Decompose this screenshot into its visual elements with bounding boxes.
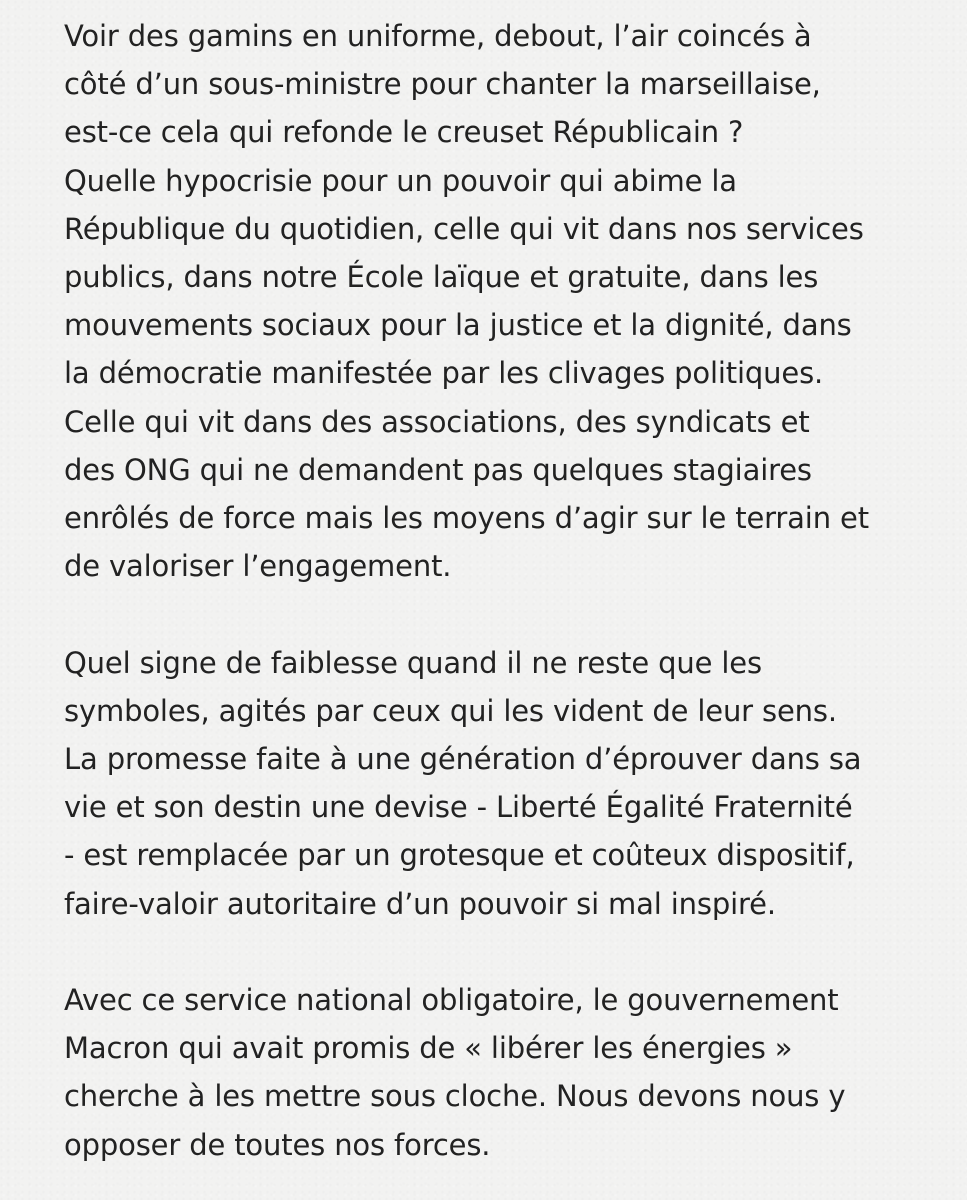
text-line: de valoriser l’engagement. [64, 549, 452, 584]
text-line: la démocratie manifestée par les clivages politiques. [64, 356, 824, 391]
text-line: opposer de toutes nos forces. [64, 1127, 491, 1162]
text-line: Macron qui avait promis de « libérer les énergies » [64, 1031, 793, 1066]
text-line: enrôlés de force mais les moyens d’agir sur le terrain et [64, 501, 869, 536]
text-line: faire-valoir autoritaire d’un pouvoir si mal inspiré. [64, 886, 776, 921]
paragraph-3 [64, 976, 927, 1169]
text-line: cherche à les mettre sous cloche. Nous devons nous y [64, 1079, 846, 1114]
text-line: Avec ce service national obligatoire, le gouvernement [64, 983, 839, 1018]
text-line: côté d’un sous-ministre pour chanter la marseillaise, [64, 67, 821, 102]
text-line: La promesse faite à une génération d’éprouver dans sa [64, 742, 862, 777]
text-line: Quel signe de faiblesse quand il ne reste que les [64, 645, 762, 680]
paragraph-2 [64, 639, 927, 928]
text-line: Voir des gamins en uniforme, debout, l’air coincés à [64, 19, 812, 53]
text-line: mouvements sociaux pour la justice et la dignité, dans [64, 308, 852, 343]
text-line: est-ce cela qui refonde le creuset Républicain ? [64, 115, 744, 150]
text-line: des ONG qui ne demandent pas quelques stagiaires [64, 452, 812, 487]
text-line: Quelle hypocrisie pour un pouvoir qui abime la [64, 163, 737, 198]
text-line: symboles, agités par ceux qui les vident de leur sens. [64, 693, 837, 728]
text-line: - est remplacée par un grotesque et coûteux dispositif, [64, 838, 855, 873]
paragraph-1 [64, 12, 927, 590]
text-line: vie et son destin une devise - Liberté Égalité Fraternité [64, 790, 853, 825]
text-line: publics, dans notre École laïque et gratuite, dans les [64, 260, 819, 295]
text-line: Celle qui vit dans des associations, des syndicats et [64, 404, 810, 439]
text-line: République du quotidien, celle qui vit dans nos services [64, 211, 864, 246]
